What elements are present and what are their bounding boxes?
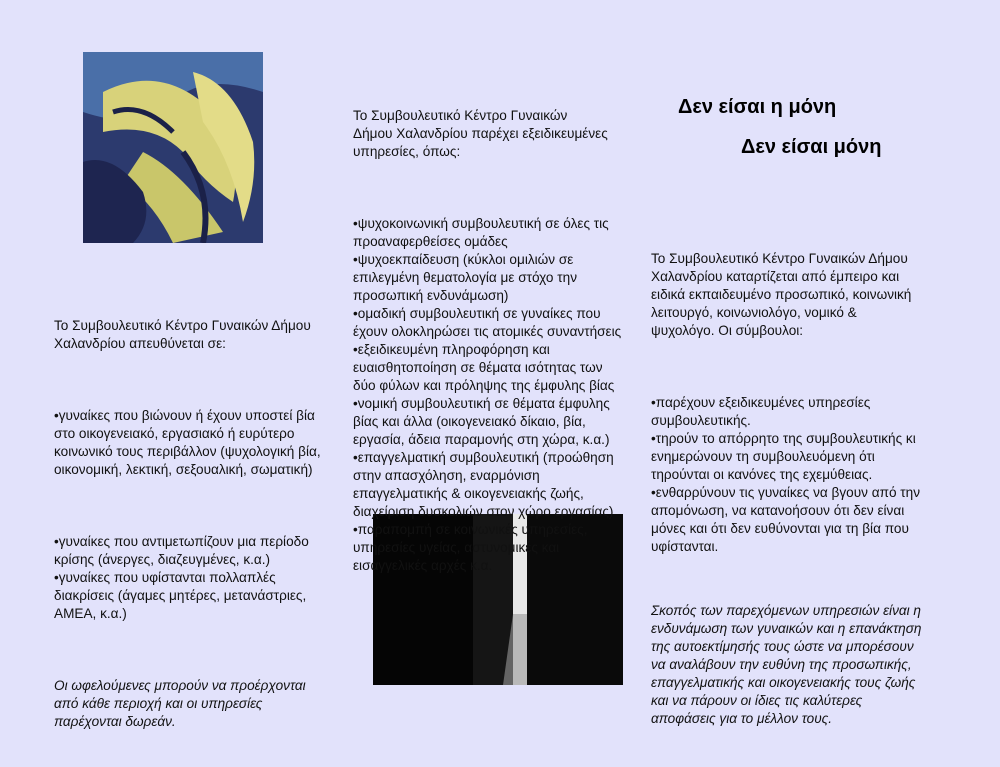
heading-not-the-only-one: Δεν είσαι η μόνη: [678, 96, 837, 118]
right-column: [651, 214, 921, 764]
middle-intro: Το Συμβουλευτικό Κέντρο Γυναικών Δήμου Χαλανδρίου παρέχει εξειδικευμένες υπηρεσίες, όπως:: [353, 108, 608, 159]
left-note: Οι ωφελούμενες μπορούν να προέρχονται από κάθε περιοχή και οι υπηρεσίες παρέχονται δωρεάν.: [54, 678, 306, 729]
left-bullet-violence: •γυναίκες που βιώνουν ή έχουν υποστεί βία στο οικογενειακό, εργασιακό ή ευρύτερο κοινωνικό τους περιβάλλον (ψυχολογική βία, οικονομική, λεκτική, σεξουαλική, σωματική): [54, 408, 321, 477]
middle-column: [353, 71, 621, 611]
middle-services-list: •ψυχοκοινωνική συμβουλευτική σε όλες τις προαναφερθείσες ομάδες •ψυχοεκπαίδευση (κύκλοι ομιλιών σε επιλεγμένη θεματολογία με στόχο την προσωπική ενδυνάμωση) •ομαδική συμβουλευτική σε γυναίκες που έχουν ολοκληρώσει τις ατομικές συναντήσεις •εξειδικευμένη πληροφόρηση και ευαισθητοποίηση σε θέματα ισότητας των δύο φύλων και πρόληψης της έμφυλης βίας •νομική συμβουλευτική σε θέματα έμφυλης βίας και άλλα (οικογενειακό δίκαιο, βία, εργασία, άδεια παραμονής στη χώρα, κ.α.) •επαγγελματική συμβουλευτική (προώθηση στην απασχόληση, εναρμόνιση επαγγελματικής & οικογενειακής ζωής, διαχείριση δυσκολιών στον χώρο εργασίας) •παραπομπή σε κοινωνικές υπηρεσίες, υπηρεσίες υγείας, αστυνομικές και εισαγγελικές αρχές κ.α.: [353, 216, 622, 573]
right-purpose: Σκοπός των παρεχόμενων υπηρεσιών είναι η ενδυνάμωση των γυναικών και η επανάκτηση της αυτοεκτίμησής τους ώστε να μπορέσουν να αναλάβουν την ευθύνη της προσωπικής, επαγγελματικής και οικογενειακής τους ζωής και να πάρουν οι ίδιες τις καλύτερες αποφάσεις για το μέλλον τους.: [651, 603, 922, 726]
painting-illustration: [83, 52, 263, 243]
right-intro: Το Συμβουλευτικό Κέντρο Γυναικών Δήμου Χαλανδρίου καταρτίζεται από έμπειρο και ειδικά εκπαιδευμένο προσωπικό, κοινωνική λειτουργό, κοινωνιολόγο, νομικό & ψυχολόγο. Οι σύμβουλοι:: [651, 251, 912, 338]
painting-image: [83, 52, 263, 243]
heading-not-alone: Δεν είσαι μόνη: [741, 136, 882, 158]
right-counselors-list: •παρέχουν εξειδικευμένες υπηρεσίες συμβουλευτικής. •τηρούν το απόρρητο της συμβουλευτικής κι ενημερώνουν τη συμβουλευόμενη ότι τηρούνται οι κανόνες της εχεμύθειας. •ενθαρρύνουν τις γυναίκες να βγουν από την απομόνωση, να κατανοήσουν ότι δεν είναι μόνες και ότι δεν ευθύνονται για τη βία που υφίστανται.: [651, 395, 921, 554]
left-column: [54, 281, 321, 767]
left-intro: Το Συμβουλευτικό Κέντρο Γυναικών Δήμου Χαλανδρίου απευθύνεται σε:: [54, 318, 311, 351]
left-bullet-crisis: •γυναίκες που αντιμετωπίζουν μια περίοδο κρίσης (άνεργες, διαζευγμένες, κ.α.) •γυναίκες που υφίστανται πολλαπλές διακρίσεις (άγαμες μητέρες, μετανάστριες, ΑΜΕΑ, κ.α.): [54, 534, 309, 621]
